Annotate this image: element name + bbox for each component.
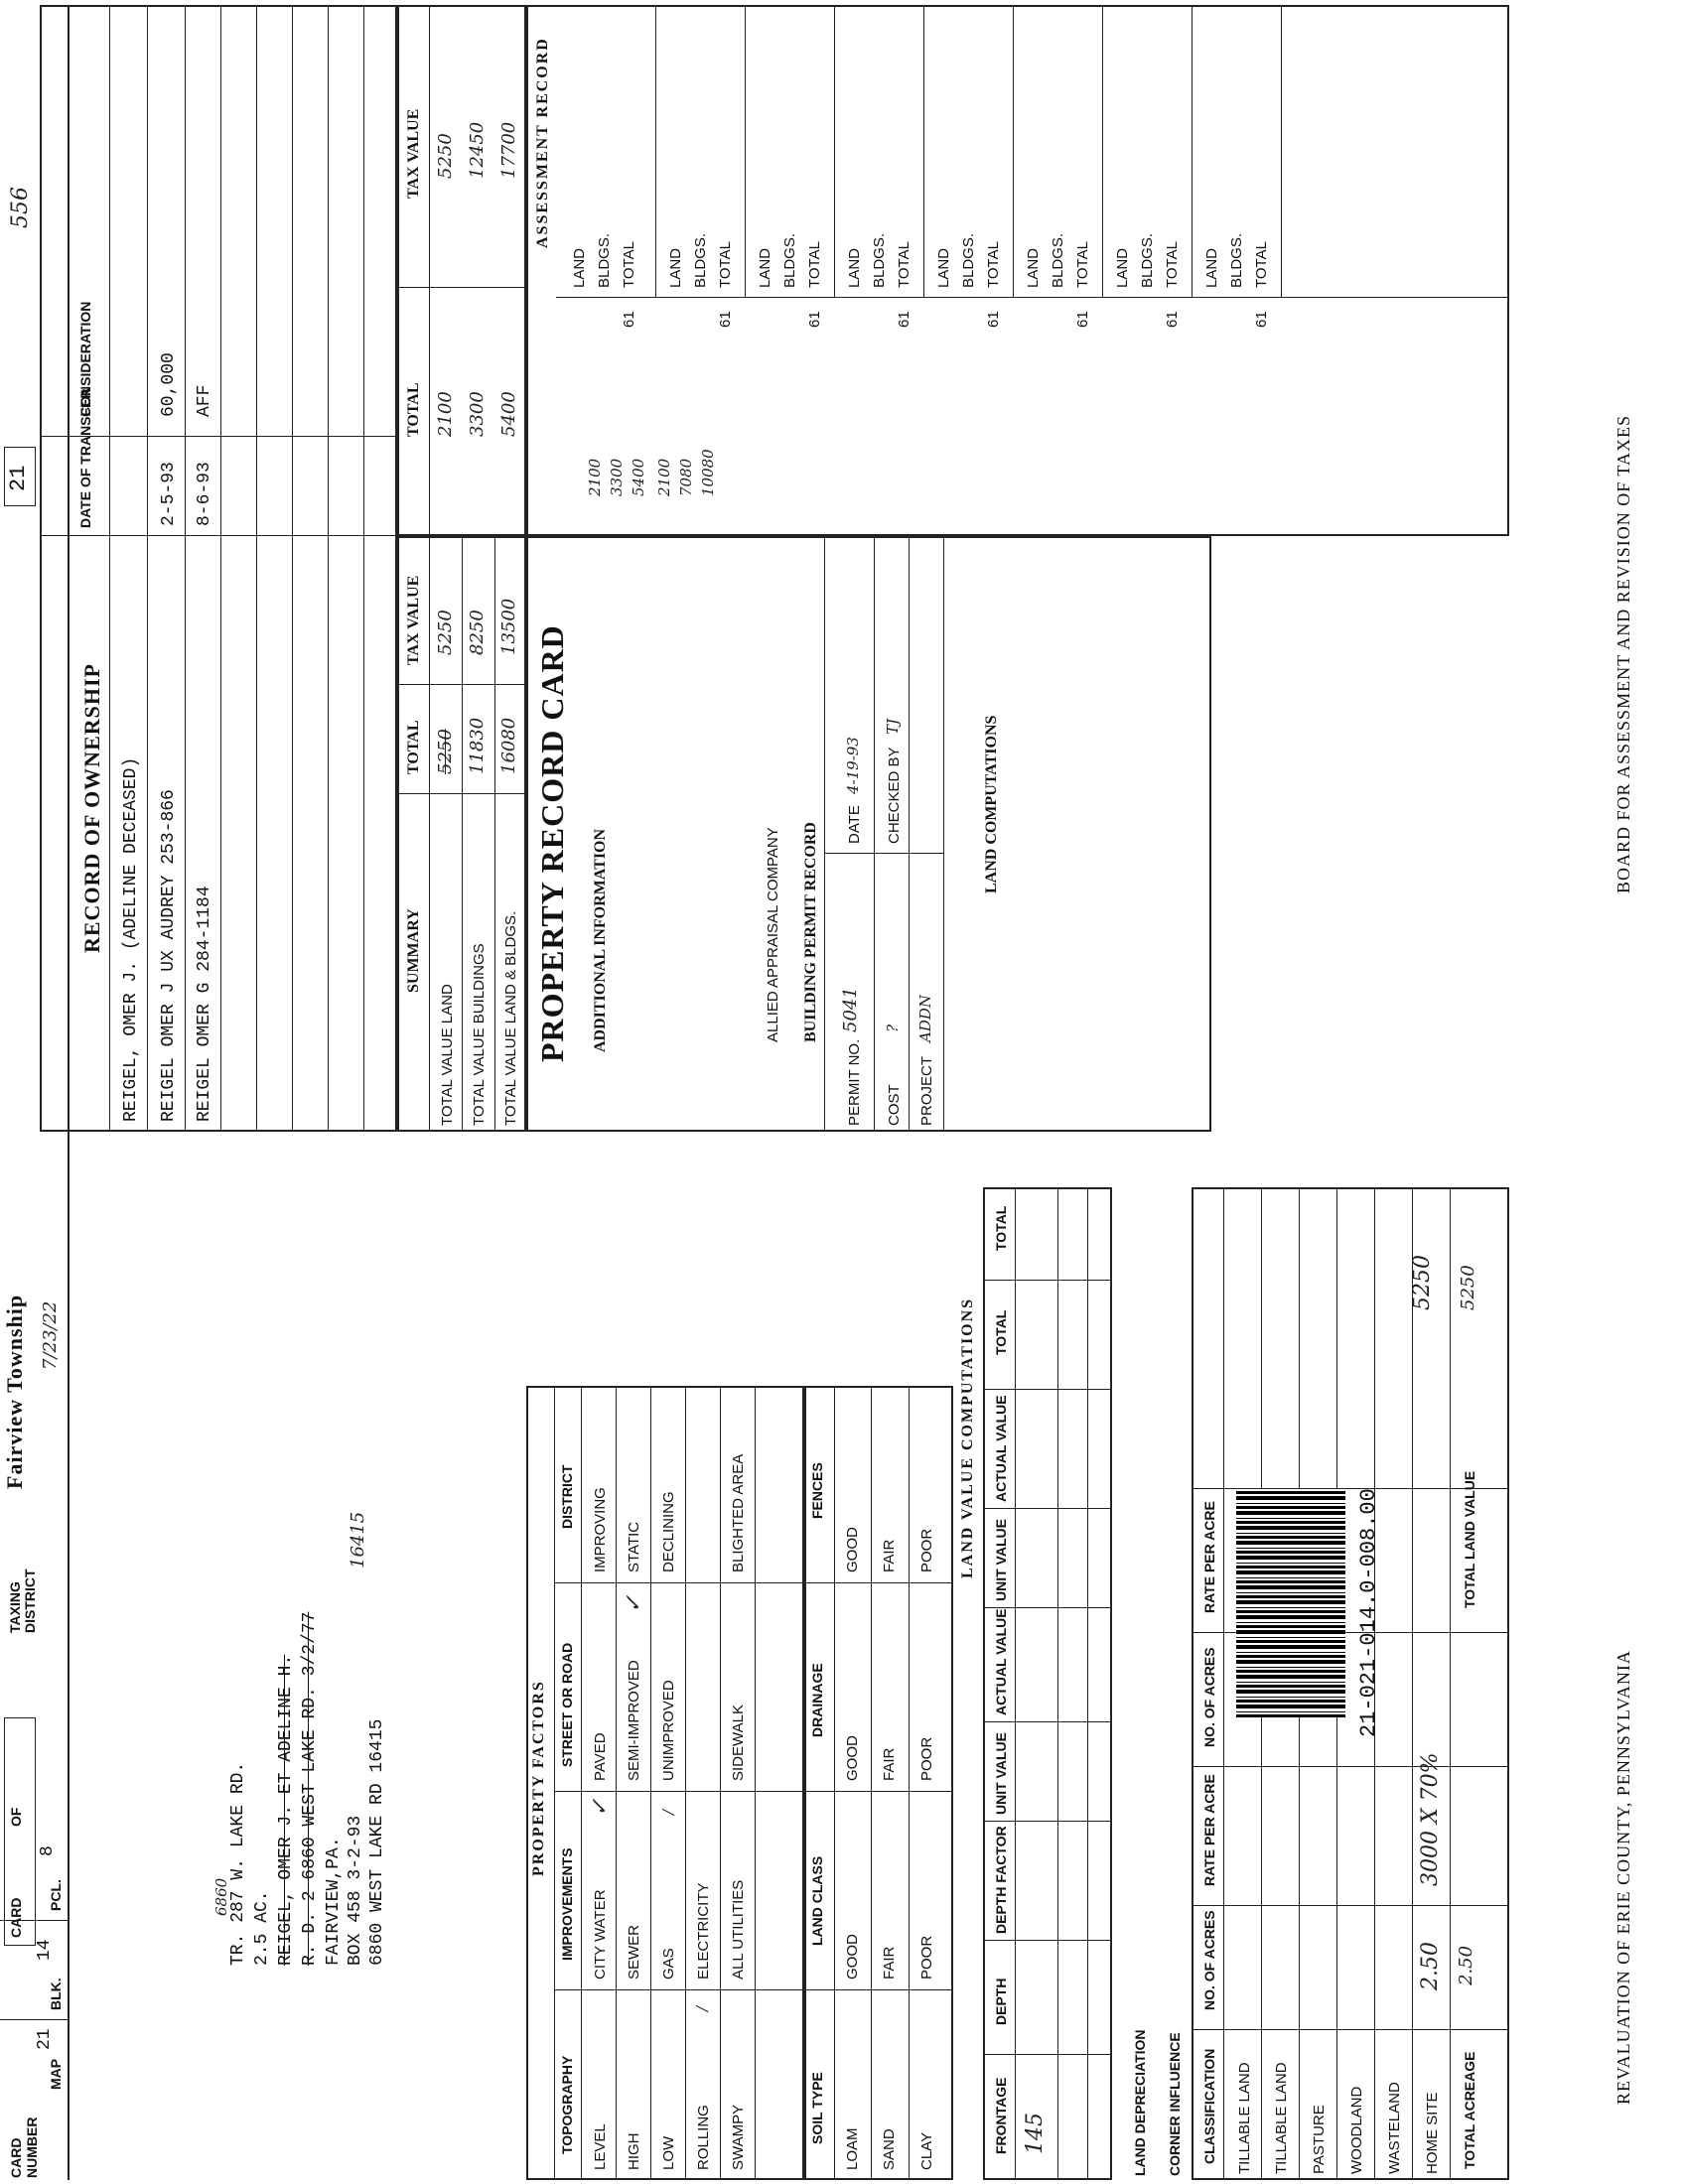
right-tax-3: 17700 (498, 121, 519, 179)
col-line (40, 436, 397, 437)
as-total-6: TOTAL (1074, 241, 1091, 288)
right-total-3: 5400 (498, 391, 519, 437)
soil-sand: SAND (881, 2128, 898, 2170)
row-line (909, 536, 910, 1132)
card-label: CARD (8, 1897, 24, 1938)
summary-combined-label: TOTAL VALUE LAND & BLDGS. (502, 910, 519, 1126)
as-year-6: 61 (1074, 311, 1091, 328)
right-tax-2: 12450 (467, 121, 488, 179)
assessment-note-5: 7080 (677, 458, 695, 496)
as-year-8: 61 (1253, 311, 1270, 328)
class-fair: FAIR (881, 1946, 898, 1979)
pf-all-utilities: ALL UTILITIES (730, 1879, 747, 1979)
pf-paved: PAVED (592, 1732, 609, 1781)
as-year-7: 61 (1164, 311, 1181, 328)
row-line (1015, 1187, 1016, 2180)
permit-no-label: PERMIT NO. (846, 1038, 863, 1126)
class-good: GOOD (844, 1934, 861, 1979)
parcel-id: 21-021-014.0-008.00 (1356, 1488, 1381, 1737)
soil-table (804, 1386, 953, 2180)
row-line (720, 1386, 721, 2180)
pf-low: LOW (660, 2135, 677, 2170)
blk-value: 14 (35, 1939, 55, 1961)
row-line (109, 5, 110, 1132)
lv-hdr-depth: DEPTH (993, 1978, 1009, 2025)
col-line (983, 1940, 1112, 1941)
permit-cost-label: COST (886, 1084, 903, 1126)
as-land-4: LAND (846, 247, 863, 288)
taxing-district-name: Fairview Township (2, 1294, 27, 1489)
row-line (1223, 1187, 1224, 2180)
pf-city-water: CITY WATER (592, 1889, 609, 1979)
permit-record-title: BUILDING PERMIT RECORD (802, 822, 819, 1042)
class-poor: POOR (918, 1935, 935, 1979)
permit-no-value: 5041 (840, 987, 861, 1032)
summary-buildings-tax: 8250 (467, 610, 488, 655)
pf-improving: IMPROVING (592, 1487, 609, 1572)
land-value-title: LAND VALUE COMPUTATIONS (959, 1297, 976, 1578)
property-record-panel (526, 536, 1211, 1132)
cl-home-site: HOME SITE (1424, 2092, 1441, 2174)
address-side-note: 16415 (348, 1511, 368, 1569)
row-line (328, 5, 329, 1132)
row-line (220, 5, 221, 1132)
row-line (292, 5, 293, 1132)
land-computations-label: LAND COMPUTATIONS (983, 715, 1000, 893)
address-line-3: REIGEL, OMER J. ET ADELINE H. (276, 1654, 296, 1966)
col-line (804, 1791, 953, 1792)
address-line-1-insert: 6860 (212, 1877, 230, 1916)
col-line (554, 1582, 804, 1583)
row-line (1057, 1187, 1058, 2180)
lv-hdr-depth-factor: DEPTH FACTOR (993, 1826, 1009, 1934)
cl-hdr-rate-2: RATE PER ACRE (1201, 1501, 1217, 1613)
as-year-2: 61 (717, 311, 734, 328)
col-line (824, 853, 943, 854)
cl-tillable-2: TILLABLE LAND (1273, 2062, 1290, 2174)
drain-fair: FAIR (881, 1747, 898, 1781)
summary-land-tax: 5250 (435, 610, 456, 655)
col-line (983, 2054, 1112, 2055)
row-line (655, 5, 656, 298)
check-paved-icon: ✓ (588, 1798, 613, 1817)
owner-row-2-consideration: 60,000 (159, 352, 179, 417)
col-line (1192, 2029, 1509, 2030)
as-bldgs-6: BLDGS. (1050, 232, 1066, 288)
land-depreciation-label: LAND DEPRECIATION (1132, 2029, 1148, 2176)
hdr-district: DISTRICT (559, 1464, 575, 1529)
summary-buildings-label: TOTAL VALUE BUILDINGS (471, 943, 488, 1126)
pf-declining: DECLINING (660, 1491, 677, 1572)
row-line (685, 1386, 686, 2180)
row-line (581, 1386, 582, 2180)
owner-row-1: REIGEL, OMER J. (ADELINE DECEASED) (121, 756, 141, 1122)
total-land-value-label: TOTAL LAND VALUE (1462, 1470, 1477, 1608)
row-line (616, 1386, 617, 2180)
barcode-image (1236, 1489, 1345, 1717)
property-factors-title: PROPERTY FACTORS (530, 1680, 547, 1876)
row-line (185, 5, 186, 1132)
owner-row-3: REIGEL OMER G 284-1184 (195, 886, 214, 1122)
row-line (909, 1386, 910, 2180)
lv-hdr-unit-value-1: UNIT VALUE (993, 1732, 1009, 1815)
as-total-8: TOTAL (1253, 241, 1270, 288)
as-bldgs-4: BLDGS. (871, 232, 888, 288)
home-site-acres: 2.50 (1418, 1942, 1443, 1990)
as-land-6: LAND (1025, 247, 1042, 288)
soil-loam: LOAM (844, 2127, 861, 2170)
row-line (923, 5, 924, 298)
card-box (4, 1717, 36, 1946)
home-site-rate: 3000 X 70% (1418, 1752, 1443, 1886)
summary-combined-total: 16080 (498, 717, 519, 774)
right-value-table (397, 5, 526, 536)
col-line (983, 1607, 1112, 1608)
as-land-5: LAND (935, 247, 952, 288)
pf-gas: GAS (660, 1948, 677, 1979)
as-year-4: 61 (896, 311, 912, 328)
col-line (804, 1582, 953, 1583)
project-value: ADDN (916, 994, 934, 1042)
owner-row-3-consideration: AFF (195, 384, 214, 417)
row-line (1192, 5, 1193, 298)
ownership-table (40, 5, 397, 1132)
cl-tillable-1: TILLABLE LAND (1236, 2062, 1253, 2174)
row-line (874, 536, 875, 1132)
col-line (983, 1389, 1112, 1390)
row-line (824, 536, 825, 1132)
col-line (554, 1791, 804, 1792)
right-total-2: 3300 (467, 391, 488, 437)
lv-hdr-actual-value-2: ACTUAL VALUE (993, 1395, 1009, 1502)
pcl-label: PCL. (48, 1879, 64, 1911)
footer-left: REVALUATION OF ERIE COUNTY, PENNSYLVANIA (1614, 1650, 1633, 2105)
as-total-7: TOTAL (1164, 241, 1181, 288)
address-line-5: FAIRVIEW,PA. (324, 1837, 344, 1966)
total-acreage-value: 2.50 (1456, 1945, 1476, 1985)
checked-by-label: CHECKED BY (886, 747, 903, 844)
row-line (429, 5, 430, 536)
cl-hdr-acres-1: NO. OF ACRES (1201, 1910, 1217, 2010)
property-record-title: PROPERTY RECORD CARD (534, 624, 570, 1062)
row-line (147, 5, 148, 1132)
lv-hdr-total-2: TOTAL (993, 1205, 1009, 1251)
as-land-2: LAND (667, 247, 684, 288)
hdr-drainage: DRAINAGE (809, 1663, 825, 1737)
permit-date-label: DATE (846, 805, 863, 844)
cl-hdr-acres-2: NO. OF ACRES (1201, 1647, 1217, 1747)
hdr-land-class: LAND CLASS (809, 1855, 825, 1946)
col-line (397, 287, 526, 288)
of-label: OF (8, 1807, 24, 1827)
check-static-icon: ✓ (622, 1594, 646, 1613)
cl-hdr-classification: CLASSIFICATION (1201, 2048, 1217, 2164)
as-bldgs-5: BLDGS. (960, 232, 977, 288)
address-line-7: 6860 WEST LAKE RD 16415 (367, 1718, 387, 1966)
hdr-improvements: IMPROVEMENTS (559, 1847, 575, 1961)
pf-level: LEVEL (592, 2123, 609, 2170)
assessment-note-6: 10080 (699, 449, 717, 496)
row-line (834, 1386, 835, 2180)
consideration-label: CONSIDERATION (77, 301, 93, 417)
cl-hdr-rate-1: RATE PER ACRE (1201, 1774, 1217, 1886)
drain-good: GOOD (844, 1735, 861, 1781)
soil-clay: CLAY (918, 2131, 935, 2170)
date-note: 7/23/22 (40, 1300, 61, 1370)
address-line-2: 2.5 AC. (252, 1890, 272, 1966)
total-land-value: 5250 (1458, 1265, 1478, 1310)
owner-row-3-date: 8-6-93 (195, 462, 214, 526)
as-bldgs-8: BLDGS. (1228, 232, 1245, 288)
col-line (983, 1280, 1112, 1281)
summary-tax-label: TAX VALUE (405, 575, 422, 665)
assessment-note-4: 2100 (655, 458, 673, 496)
footer-right: BOARD FOR ASSESSMENT AND REVISION OF TAXES (1614, 415, 1633, 893)
permit-date-value: 4-19-93 (844, 737, 862, 794)
as-land-7: LAND (1114, 247, 1131, 288)
map-value: 21 (35, 2028, 55, 2050)
col-line (983, 1821, 1112, 1822)
row-line (871, 1386, 872, 2180)
taxing-district-label: TAXING DISTRICT (7, 1569, 38, 1633)
right-tax-label: TAX VALUE (405, 108, 422, 199)
fence-poor: POOR (918, 1528, 935, 1572)
as-land-8: LAND (1203, 247, 1220, 288)
as-bldgs-2: BLDGS. (692, 232, 709, 288)
checked-by-value: TJ (884, 718, 902, 735)
lv-hdr-unit-value-2: UNIT VALUE (993, 1519, 1009, 1601)
pf-high: HIGH (626, 2132, 642, 2170)
fence-good: GOOD (844, 1527, 861, 1572)
home-site-total: 5250 (1410, 1255, 1435, 1310)
summary-combined-tax: 13500 (498, 598, 519, 655)
pf-unimproved: UNIMPROVED (660, 1680, 677, 1781)
address-line-6: BOX 458 3-2-93 (346, 1815, 365, 1966)
as-total-4: TOTAL (896, 241, 912, 288)
pf-static: STATIC (626, 1521, 642, 1572)
as-year-5: 61 (985, 311, 1002, 328)
pf-electricity: ELECTRICITY (695, 1882, 712, 1979)
hdr-soil-type: SOIL TYPE (809, 2072, 825, 2144)
as-total-5: TOTAL (985, 241, 1002, 288)
corner-influence-label: CORNER INFLUENCE (1167, 2032, 1183, 2176)
address-line-1: TR. 287 W. LAKE RD. (228, 1761, 248, 1966)
drain-poor: POOR (918, 1736, 935, 1781)
summary-buildings-total: 11830 (467, 717, 488, 774)
col-line (804, 1989, 953, 1990)
assessment-note-1: 2100 (586, 458, 604, 496)
summary-land-label: TOTAL VALUE LAND (439, 984, 456, 1126)
pf-sewer: SEWER (626, 1924, 642, 1979)
row-line (1087, 1187, 1088, 2180)
row-line (834, 5, 835, 298)
right-total-1: 2100 (435, 391, 456, 437)
as-total-2: TOTAL (717, 241, 734, 288)
as-bldgs-7: BLDGS. (1139, 232, 1156, 288)
as-total-1: TOTAL (621, 241, 637, 288)
assessment-title: ASSESSMENT RECORD (534, 37, 551, 248)
appraisal-company: ALLIED APPRAISAL COMPANY (765, 827, 781, 1042)
row-line (494, 536, 495, 1132)
summary-total-label: TOTAL (405, 720, 422, 774)
sheet-mark: 556 (8, 187, 33, 228)
row-line (1412, 1187, 1413, 2180)
pf-semi-improved: SEMI-IMPROVED (626, 1660, 642, 1781)
owner-row-2: REIGEL OMER J UX AUDREY 253-866 (159, 789, 179, 1122)
col-line (556, 297, 1509, 298)
header-divider (0, 2019, 70, 2020)
lv-hdr-frontage: FRONTAGE (993, 2077, 1009, 2154)
row-line (1013, 5, 1014, 298)
permit-cost-value: ? (884, 1024, 902, 1032)
project-label: PROJECT (918, 1055, 935, 1126)
col-line (983, 1508, 1112, 1509)
right-total-label: TOTAL (405, 382, 422, 437)
as-total-3: TOTAL (806, 241, 823, 288)
row-line (745, 5, 746, 298)
pf-rolling: ROLLING (695, 2105, 712, 2170)
blk-label: BLK. (48, 1978, 64, 2010)
frontage-value: 145 (1023, 2113, 1048, 2154)
row-line (943, 536, 944, 1132)
ownership-title: RECORD OF OWNERSHIP (79, 663, 104, 953)
col-line (554, 1989, 804, 1990)
row-line (1450, 1187, 1451, 2180)
hdr-street-road: STREET OR ROAD (559, 1642, 575, 1767)
as-year-1: 61 (621, 311, 637, 328)
check-rolling-icon: / (693, 2005, 711, 2011)
right-tax-1: 5250 (435, 133, 456, 179)
as-bldgs-1: BLDGS. (596, 232, 613, 288)
row-line (755, 1386, 756, 2180)
as-land-3: LAND (757, 247, 773, 288)
pf-swampy: SWAMPY (730, 2104, 747, 2170)
check-gas-icon: / (659, 1809, 677, 1815)
summary-title: SUMMARY (405, 908, 422, 993)
additional-info-label: ADDITIONAL INFORMATION (592, 828, 609, 1052)
hdr-fences: FENCES (809, 1462, 825, 1519)
row-line (429, 536, 430, 1132)
row-line (1102, 5, 1103, 298)
map-label: MAP (48, 2058, 64, 2090)
assessment-note-3: 5400 (630, 458, 647, 496)
row-line (650, 1386, 651, 2180)
col-line (1192, 1766, 1509, 1767)
fence-fair: FAIR (881, 1539, 898, 1572)
as-year-3: 61 (806, 311, 823, 328)
col-line (1192, 1905, 1509, 1906)
assessment-note-2: 3300 (608, 458, 626, 496)
hdr-topography: TOPOGRAPHY (559, 2055, 575, 2154)
pcl-value: 8 (38, 1845, 58, 1856)
row-line (1281, 5, 1282, 298)
cl-wasteland: WASTELAND (1386, 2082, 1403, 2174)
lv-hdr-actual-value-1: ACTUAL VALUE (993, 1608, 1009, 1715)
row-line (462, 536, 463, 1132)
row-line (363, 5, 364, 1132)
pf-blighted: BLIGHTED AREA (730, 1453, 747, 1572)
cl-woodland: WOODLAND (1348, 2086, 1365, 2174)
as-bldgs-3: BLDGS. (781, 232, 798, 288)
lv-hdr-total-1: TOTAL (993, 1309, 1009, 1355)
owner-row-2-date: 2-5-93 (159, 462, 179, 526)
summary-land-total: 5250 (435, 729, 456, 774)
transfer-date-label: DATE OF TRANSFER (77, 388, 93, 528)
total-acreage-label: TOTAL ACREAGE (1462, 2051, 1477, 2169)
col-line (40, 535, 397, 536)
row-line (554, 1386, 555, 2180)
address-line-4: R. D. 2 6860 WEST LAKE RD. 3/2/77 (300, 1611, 320, 1966)
row-line (256, 5, 257, 1132)
col-line (983, 1721, 1112, 1722)
cl-pasture: PASTURE (1311, 2105, 1328, 2174)
pf-sidewalk: SIDEWALK (730, 1705, 747, 1781)
card-number-label: CARD NUMBER (8, 2116, 40, 2178)
as-land-1: LAND (571, 247, 588, 288)
district-box-value: 21 (6, 465, 31, 491)
